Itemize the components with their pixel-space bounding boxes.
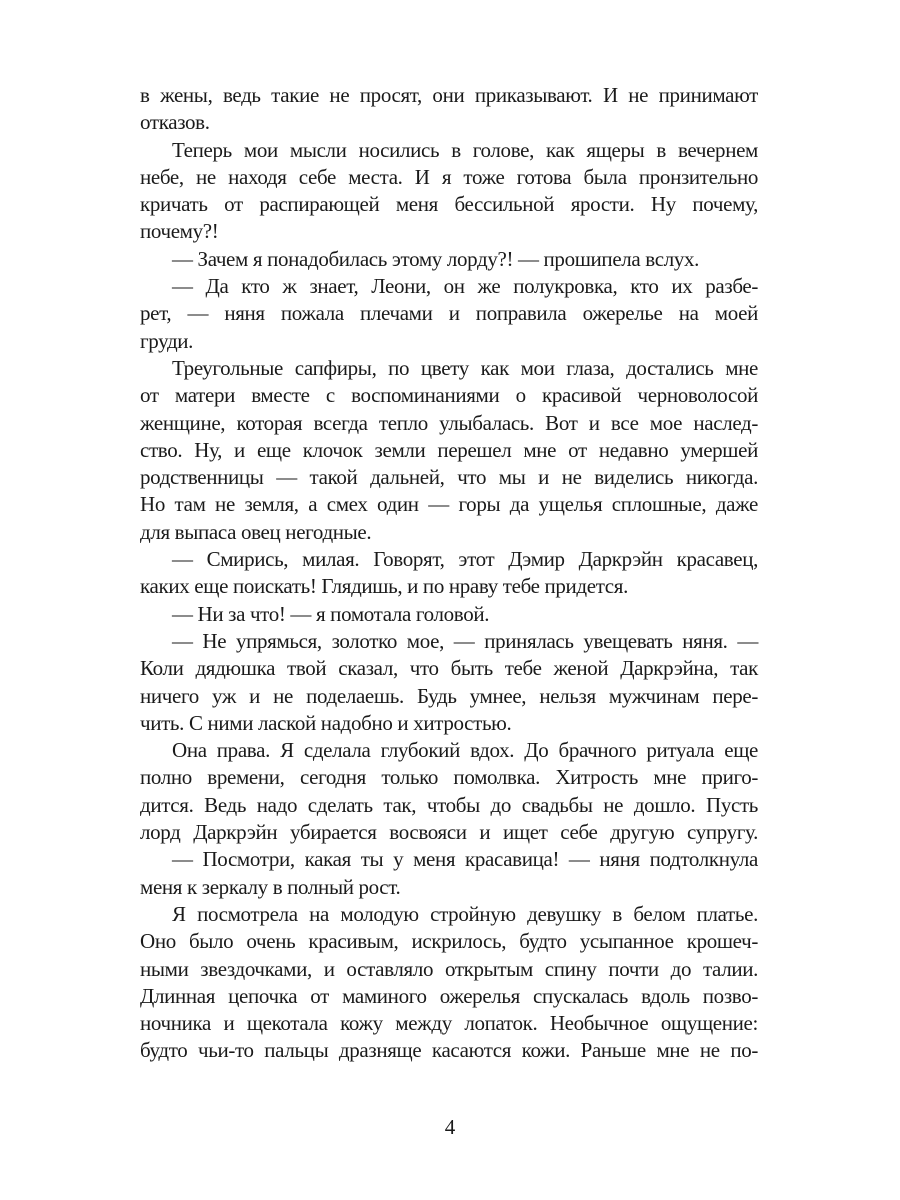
text-line: — Зачем я понадобилась этому лорду?! — прошипела вслух. [172, 246, 700, 271]
text-line: Она права. Я сделала глубокий вдох. До брачного ритуала еще [172, 738, 758, 763]
text-line: Коли дядюшка твой сказал, что быть тебе женой Даркрэйна, так [140, 656, 758, 681]
text-line: — Не упрямься, золотко мое, — принялась увещевать няня. — [172, 628, 758, 653]
text-line: груди. [140, 328, 194, 353]
text-line: будто чьи-то пальцы дразняще касаются кожи. Раньше мне не по- [140, 1038, 758, 1063]
text-line: Треугольные сапфиры, по цвету как мои глаза, достались мне [172, 355, 758, 380]
text-line: рет, — няня пожала плечами и поправила ожерелье на моей [140, 301, 758, 326]
text-line: кричать от распирающей меня бессильной ярости. Ну почему, [140, 192, 758, 217]
text-line: почему?! [140, 219, 219, 244]
text-line: ными звездочками, и оставляло открытым спину почти до талии. [140, 956, 758, 981]
text-line: ничего уж и не поделаешь. Будь умнее, нельзя мужчинам пере- [140, 683, 758, 708]
text-line: отказов. [140, 110, 210, 135]
text-line: Теперь мои мысли носились в голове, как ящеры в вечернем [172, 137, 758, 162]
text-line: ночника и щекотала кожу между лопаток. Необычное ощущение: [140, 1011, 758, 1036]
text-line: Я посмотрела на молодую стройную девушку в белом платье. [172, 901, 758, 926]
text-line: родственницы — такой дальней, что мы и не виделись никогда. [140, 465, 758, 490]
text-line: — Да кто ж знает, Леони, он же полукровка, кто их разбе- [172, 274, 758, 299]
text-line: от матери вместе с воспоминаниями о красивой черноволосой [140, 383, 758, 408]
text-line: Оно было очень красивым, искрилось, будто усыпанное крошеч- [140, 929, 758, 954]
text-line: для выпаса овец негодные. [140, 519, 372, 544]
text-line: — Ни за что! — я помотала головой. [172, 601, 490, 626]
text-line: чить. С ними лаской надобно и хитростью. [140, 710, 512, 735]
text-line: каких еще поискать! Глядишь, и по нраву тебе придется. [140, 574, 628, 599]
text-line: меня к зеркалу в полный рост. [140, 874, 401, 899]
text-line: лорд Даркрэйн убирается восвояси и ищет себе другую супругу. [140, 820, 758, 845]
text-line: дится. Ведь надо сделать так, чтобы до свадьбы не дошло. Пусть [140, 792, 758, 817]
text-line: небе, не находя себе места. И я тоже готова была пронзительно [140, 164, 758, 189]
text-line: — Посмотри, какая ты у меня красавица! — няня подтолкнула [172, 847, 758, 872]
text-line: женщине, которая всегда тепло улыбалась. Вот и все мое наслед- [140, 410, 758, 435]
text-line: в жены, ведь такие не просят, они приказывают. И не принимают [140, 83, 758, 107]
text-line: Но там не земля, а смех один — горы да ущелья сплошные, даже [140, 492, 758, 517]
text-line: Длинная цепочка от маминого ожерелья спускалась вдоль позво- [140, 983, 758, 1008]
page-number: 4 [444, 1115, 456, 1139]
page-body [140, 82, 758, 1065]
text-line: полно времени, сегодня только помолвка. Хитрость мне приго- [140, 765, 758, 790]
text-line: ство. Ну, и еще клочок земли перешел мне от недавно умершей [140, 437, 758, 462]
text-line: — Смирись, милая. Говорят, этот Дэмир Даркрэйн красавец, [172, 547, 758, 572]
